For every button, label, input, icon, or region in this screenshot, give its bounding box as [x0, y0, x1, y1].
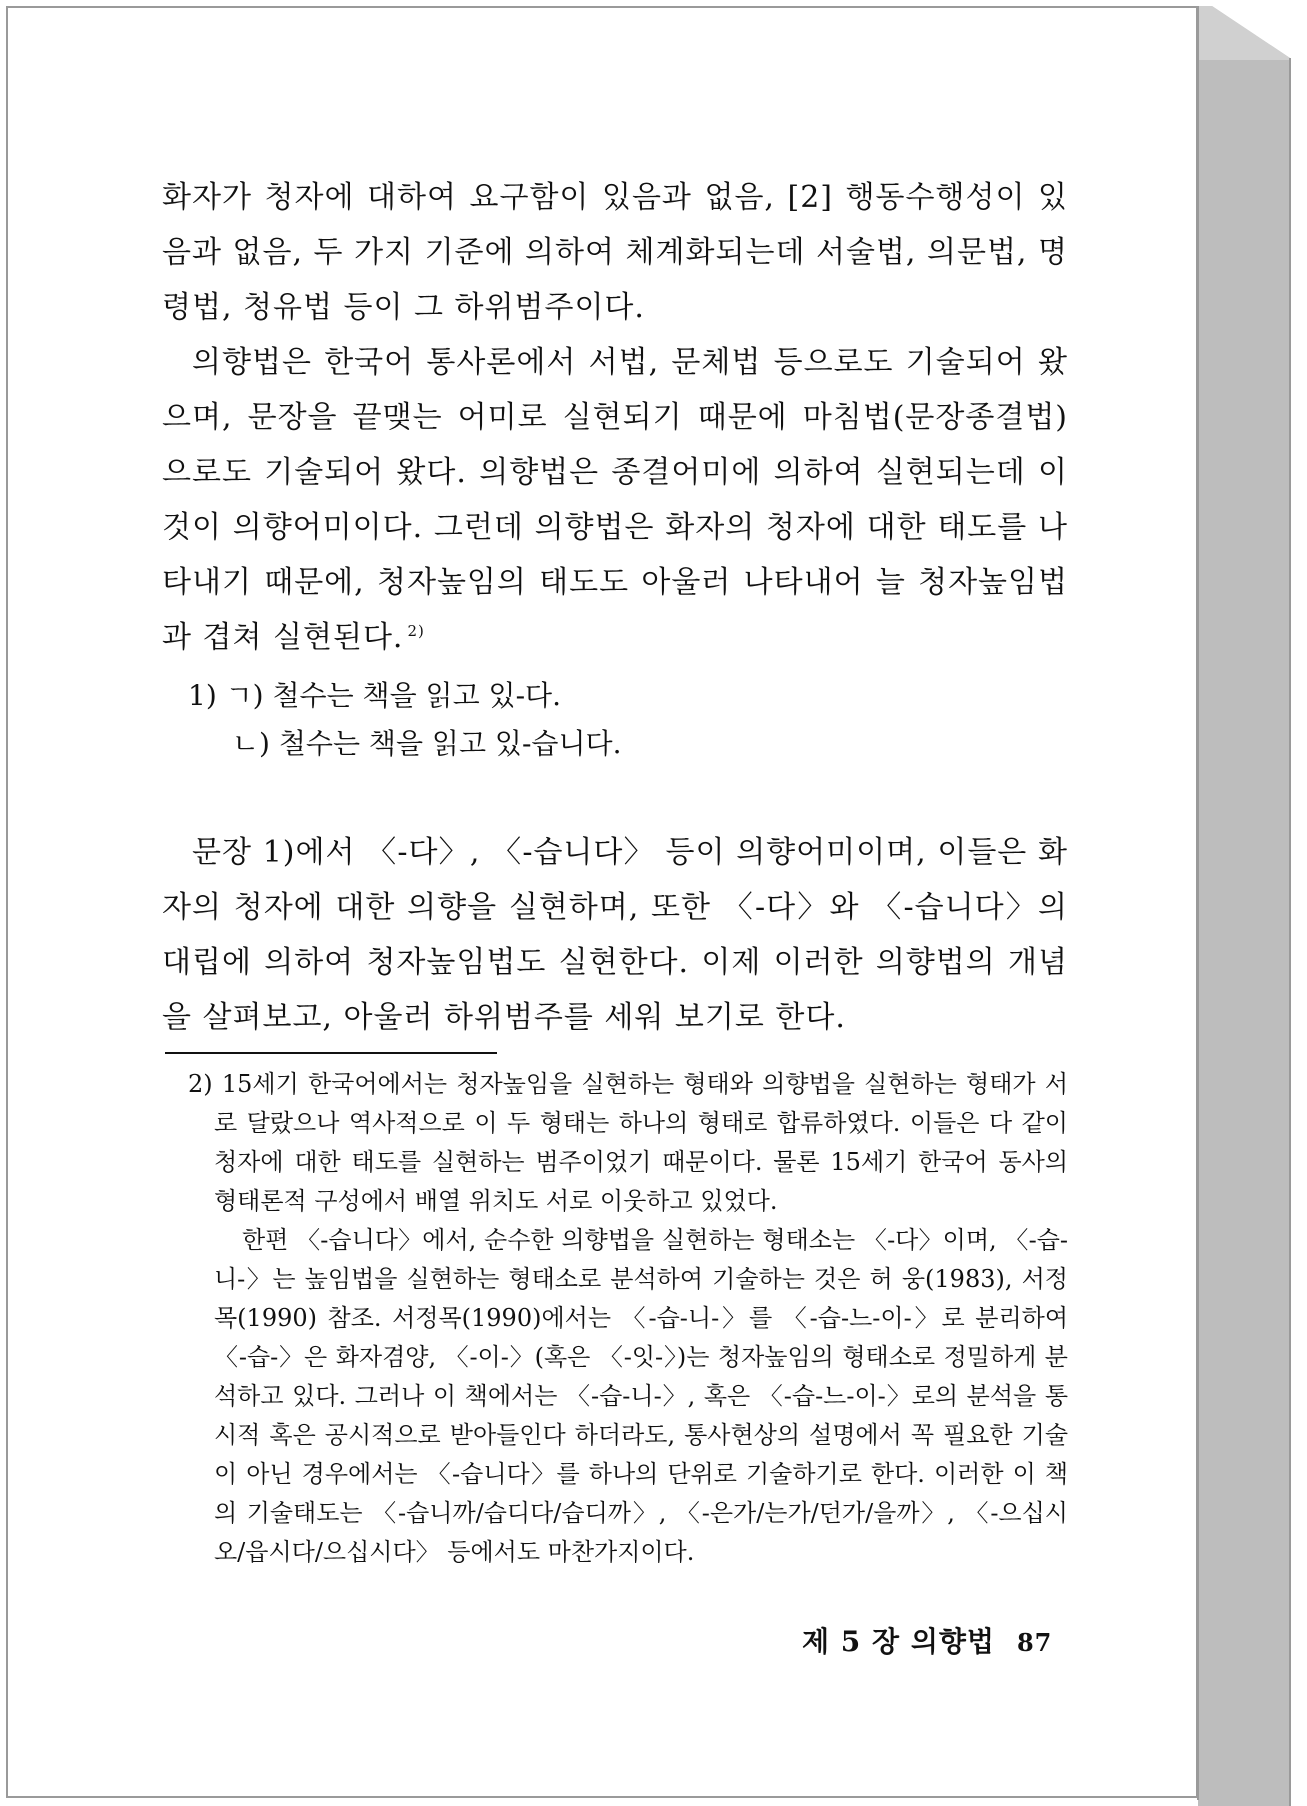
body-text-bottom	[162, 825, 1068, 1045]
page-footer	[802, 1620, 1052, 1660]
footnote-block	[188, 1065, 1068, 1572]
footnote-paragraph-1: 2) 15세기 한국어에서는 청자높임을 실현하는 형태와 의향법을 실현하는 형태가 서로 달랐으나 역사적으로 이 두 형태는 하나의 형태로 합류하였다. 이들은 다 같이 청자에 대한 태도를 실현하는 범주이었기 때문이다. 물론 15세기 한국어 동사의 형태론적 구성에서 배열 위치도 서로 이웃하고 있었다.	[188, 1070, 1068, 1215]
example-b: ㄴ) 철수는 책을 읽고 있-습니다.	[232, 727, 622, 760]
example-sentences	[188, 672, 621, 768]
paragraph-2	[162, 335, 1068, 665]
footnote-paragraph-2: 한편 〈-습니다〉에서, 순수한 의향법을 실현하는 형태소는 〈-다〉이며, 〈-습-니-〉는 높임법을 실현하는 형태소로 분석하여 기술하는 것은 허 웅(1983), 서정목(1990) 참조. 서정목(1990)에서는 〈-습-니-〉를 〈-습-느-이-〉로 분리하여 〈-습-〉은 화자겸양, 〈-이-〉(혹은 〈-잇-〉)는 청자높임의 형태소로 정밀하게 분석하고 있다. 그러나 이 책에서는 〈-습-니-〉, 혹은 〈-습-느-이-〉로의 분석을 통시적 혹은 공시적으로 받아들인다 하더라도, 통사현상의 설명에서 꼭 필요한 기술이 아닌 경우에서는 〈-습니다〉를 하나의 단위로 기술하기로 한다. 이러한 이 책의 기술태도는 〈-습니까/습디다/습디까〉, 〈-은가/는가/던가/을까〉, 〈-으십시오/읍시다/으십시다〉 등에서도 마찬가지이다.	[214, 1226, 1068, 1566]
body-text-top	[162, 170, 1068, 665]
page-number: 87	[1016, 1628, 1053, 1657]
footnote-ref: 2)	[407, 622, 425, 640]
chapter-title: 제 5 장 의향법	[802, 1625, 995, 1658]
paragraph-1: 화자가 청자에 대하여 요구함이 있음과 없음, [2] 행동수행성이 있음과 없음, 두 가지 기준에 의하여 체계화되는데 서술법, 의문법, 명령법, 청유법 등이 그 하위범주이다.	[162, 180, 1068, 325]
paragraph-2-text: 의향법은 한국어 통사론에서 서법, 문체법 등으로도 기술되어 왔으며, 문장을 끝맺는 어미로 실현되기 때문에 마침법(문장종결법)으로도 기술되어 왔다. 의향법은 종결어미에 의하여 실현되는데 이것이 의향어미이다. 그런데 의향법은 화자의 청자에 대한 태도를 나타내기 때문에, 청자높임의 태도도 아울러 나타내어 늘 청자높임법과 겹쳐 실현된다.	[162, 345, 1068, 655]
example-a: 1) ㄱ) 철수는 책을 읽고 있-다.	[188, 679, 562, 712]
footnote-divider	[165, 1052, 497, 1054]
paragraph-3: 문장 1)에서 〈-다〉, 〈-습니다〉 등이 의향어미이며, 이들은 화자의 청자에 대한 의향을 실현하며, 또한 〈-다〉와 〈-습니다〉의 대립에 의하여 청자높임법도 실현한다. 이제 이러한 의향법의 개념을 살펴보고, 아울러 하위범주를 세워 보기로 한다.	[162, 835, 1068, 1035]
